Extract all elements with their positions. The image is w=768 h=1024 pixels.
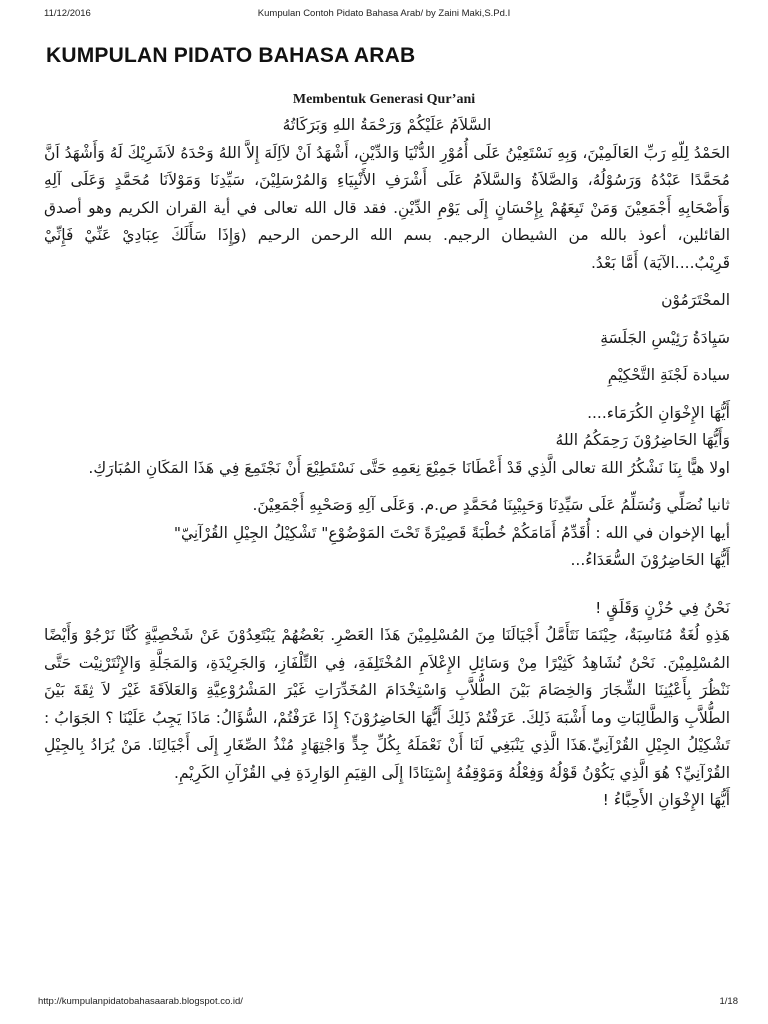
- page-number: 1/18: [719, 996, 738, 1007]
- address-happy-audience: أَيُّهَا الحَاضِرُوْنَ السُّعَدَاءُ...: [570, 551, 730, 569]
- main-paragraph: هَذِهِ لُغَةٌ مُنَاسِبَةٌ، حِيْنَمَا نَتَأَمَّلُ أَجْيَالَنَا مِنَ المُسْلِمِيْنَ هَذَا العَصْرِ. بَعْضُهُمْ يَبْتَعِدُوْنَ عَنْ شَخْصِيَّةٍ كُنَّا نَرْجُوْ وَأَيْضًا المُسْلِمِيْنَ. نَحْنُ نُشَاهِدُ كَثِيْرًا مِنْ وَسَائِلِ الإِعْلاَمِ المُخْتَلِفَةِ، فِي التِّلْفَازِ، وَالجَرِيْدَةِ، وَالمَجَلَّةِ وَالإِنْتَرْنِيْت حَتَّى نَنْظُرَ بِأَعْيُنِنَا الشِّجَارَ وَالخِصَامَ بَيْنَ الطُّلاَّبِ وَاسْتِخْدَامَ المُخَدِّرَاتِ غَيْرَ المَشْرُوْعِيَّةِ وَالعَلاَقَةَ غَيْرَ لاَ ثِقَةَ بَيْنَ الطُّلاَّبِ وَالطَّالِبَاتِ وما أَشْبَهَ ذَلِكَ. عَرَفْتُمْ ذَلِكَ أَيُّهَا الحَاضِرُوْنَ؟ إِذَا عَرَفْتُمْ، السُّؤَالُ: مَاذَا يَجِبُ عَلَيْنَا ؟ الجَوَابُ : تَشْكِيْلُ الجِيْلِ القُرْآنِيِّ.هَذَا الَّذِي يَنْبَغِي لَنَا أَنْ نَعْمَلَهُ بِكُلِّ جِدٍّ وَاجْتِهَادٍ مُنْذُ الصِّغَارِ إِلَى أَجْيَالِنَا. مَنْ يُرَادُ بِالجِيْلِ القُرْآنِيِّ؟ هُوَ الَّذِي يَكُوْنُ قَوْلُهُ وَفِعْلُهُ وَمَوْقِفُهُ إِسْتِنَادًا إِلَى القِيَمِ الوَارِدَةِ فِي القُرْآنِ الكَرِيْمِ.: [44, 626, 730, 782]
- gratitude-paragraph: اولا هيًّا بِنَا نَشْكُرُ اللهَ تعالى الَّذِي قَدْ أَعْطَانَا جَمِيْعَ نِعَمِهِ حَتَّى نَسْتَطِيْعَ أَنْ نَجْتَمِعَ فِي هَذَا المَكَانِ المُبَارَكِ.: [88, 458, 730, 477]
- print-footer: [0, 996, 768, 1012]
- sorrow-line: نَحْنُ فِي حُزْنٍ وَقَلَقٍ !: [595, 598, 730, 617]
- address-brothers: أَيُّهَا الإِخْوَانِ الكُرَمَاء....: [587, 403, 730, 422]
- footer-url: http://kumpulanpidatobahasaarab.blogspot.co.id/: [38, 996, 243, 1007]
- opening-paragraph: الحَمْدُ لِلّهِ رَبِّ العَالَمِيْنَ، وَبِهِ نَسْتَعِيْنُ عَلَى أُمُوْرِ الدُّنْيَا وَالدِّيْنِ، أَشْهَدُ اَنْ لاَاِلَهَ إِلاَّ اللهُ وَحْدَهُ لاَشَرِيْكَ لَهُ وَأَشْهَدُ اَنَّ مُحَمَّدًا عَبْدُهُ وَرَسُوْلُهُ، وَالصَّلاَةُ وَالسَّلاَمُ عَلَى أَشْرَفِ الأَنْبِيَاءِ وَالمُرْسَلِيْنَ، سَيِّدِنَا وَمَوْلاَنَا مُحَمَّدٍ وَعَلَى آلِهِ وَأَصْحَابِهِ أَجْمَعِيْنَ وَمَنْ تَبِعَهُمْ بِإِحْسَانٍ إِلَى يَوْمِ الدِّيْنِ. فقد قال الله تعالى في أية القران الكريم وهو أصدق القائلين، أعوذ بالله من الشيطان الرجيم. بسم الله الرحمن الرحيم (وَإِذَا سَأَلَكَ عِبَادِيْ عَنِّيْ فَإِنِّيْ قَرِيْبٌ....الآيَة) أَمَّا بَعْدُ.: [44, 143, 730, 272]
- address-beloved: أَيُّهَا الإِخْوَانِ الأَحِبَّاءُ !: [602, 791, 730, 809]
- print-header: [0, 8, 768, 24]
- topic-paragraph: أيها الإخوان في الله : أُقَدِّمُ أَمَامَكُمْ خُطْبَةً قَصِيْرَةً تَحْتَ المَوْضُوْعِ" تَشْكِيْلُ الجِيْلِ القُرْآنِيّ": [173, 523, 730, 542]
- address-audience: وَأَيُّهَا الحَاضِرُوْنَ رَحِمَكُمُ اللهُ: [555, 431, 730, 449]
- address-jury: سيادة لَجْنَةِ التَّحْكِيْمِ: [607, 366, 730, 384]
- address-honored: المحْتَرَمُوْن: [661, 291, 730, 309]
- salawat-paragraph: ثانيا نُصَلِّي وَنُسَلِّمُ عَلَى سَيِّدِنَا وَحَبِيْبِنَا مُحَمَّدٍ ص.م. وَعَلَى آلِهِ وَصَحْبِهِ أَجْمَعِيْنَ.: [252, 496, 730, 514]
- print-title: Kumpulan Contoh Pidato Bahasa Arab/ by Zaini Maki,S.Pd.I: [257, 8, 511, 19]
- print-date: 11/12/2016: [44, 8, 91, 19]
- address-chair: سَيِادَةُ رَئِيْسِ الجَلَسَةِ: [600, 328, 730, 347]
- speech-body: [44, 112, 730, 815]
- document-subtitle: Membentuk Generasi Qur’ani: [292, 92, 476, 107]
- greeting: السَّلاَمُ عَلَيْكُمْ وَرَحْمَةُ اللهِ وَبَرَكَاتُهُ: [282, 116, 492, 134]
- document-title: KUMPULAN PIDATO BAHASA ARAB: [46, 44, 416, 67]
